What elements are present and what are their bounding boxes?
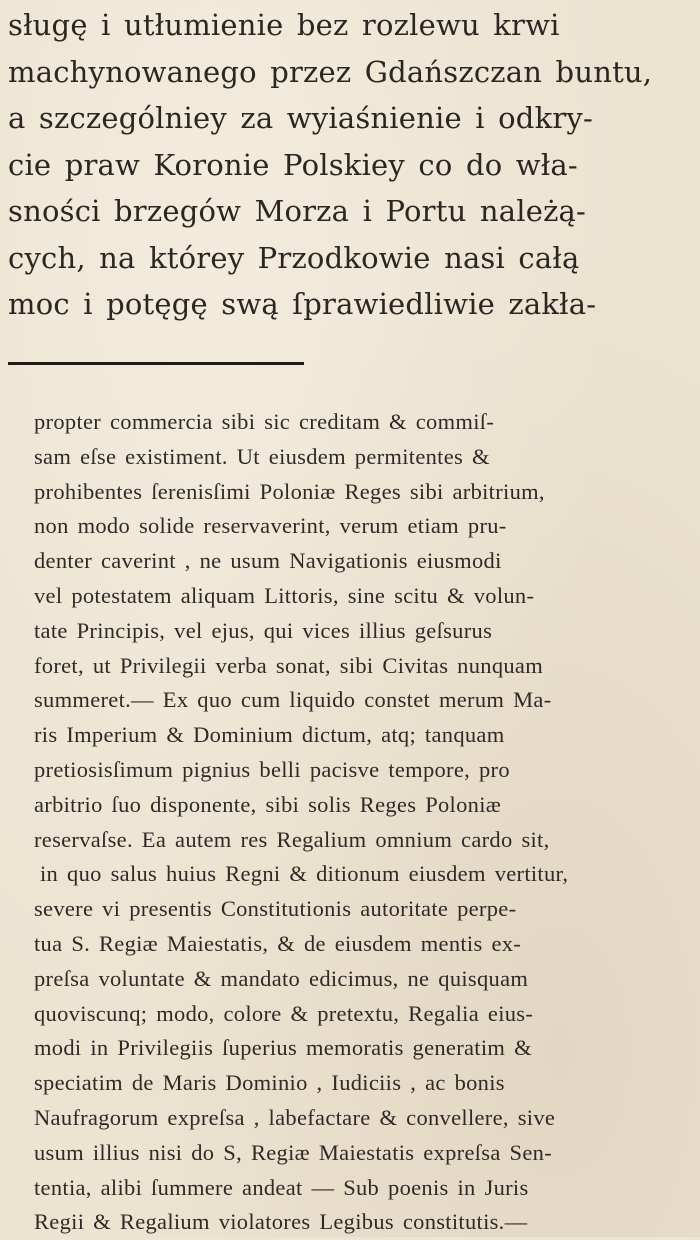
latin-line: reservaſse. Ea autem res Regalium omnium cardo sit,: [34, 826, 550, 852]
latin-line: vel potestatem aliquam Littoris, sine scitu & volun-: [34, 582, 535, 608]
latin-line: in quo salus huius Regni & ditionum eiusdem vertitur,: [40, 861, 569, 887]
polish-line: machynowanego przez Gdańszczan buntu,: [8, 54, 653, 89]
latin-line: prohibentes ſerenisſimi Poloniæ Reges sibi arbitrium,: [34, 478, 545, 504]
latin-line: non modo solide reservaverint, verum etiam pru-: [34, 513, 507, 539]
polish-line: sługę i utłumienie bez rozlewu krwi: [8, 8, 560, 42]
latin-line: pretiosisſimum pignius belli pacisve tempore, pro: [34, 756, 510, 782]
latin-line: speciatim de Maris Dominio , Iudiciis , ac bonis: [34, 1070, 505, 1096]
polish-line: cie praw Koronie Polskiey co do wła-: [8, 147, 578, 182]
latin-line: summeret.— Ex quo cum liquido constet merum Ma-: [34, 687, 552, 713]
latin-line: propter commercia sibi sic creditam & commiſ-: [34, 409, 495, 434]
latin-line: Naufragorum expreſsa , labefactare & convellere, sive: [34, 1104, 556, 1130]
latin-line: arbitrio ſuo disponente, sibi solis Reges Poloniæ: [34, 791, 502, 817]
latin-line: sam eſse existiment. Ut eiusdem permitentes &: [34, 443, 490, 469]
latin-line: quoviscunq; modo, colore & pretextu, Regalia eius-: [34, 1000, 534, 1026]
latin-line: tentia, alibi ſummere andeat — Sub poenis in Juris: [34, 1174, 529, 1200]
latin-line: tate Principis, vel ejus, qui vices illius geſsurus: [34, 617, 493, 643]
footnote-divider: [8, 362, 304, 365]
latin-line: denter caverint , ne usum Navigationis eiusmodi: [34, 548, 502, 574]
polish-line: a szczególniey za wyiaśnienie i odkry-: [8, 101, 593, 135]
polish-text-block: [8, 2, 698, 328]
polish-line: cych, na którey Przodkowie nasi całą: [8, 240, 580, 275]
latin-line: ris Imperium & Dominium dictum, atq; tanquam: [34, 722, 505, 748]
polish-line: moc i potęgę swą ſprawiedliwie zakła-: [8, 287, 597, 321]
latin-line: modi in Privilegiis ſuperius memoratis generatim &: [34, 1035, 532, 1061]
polish-line: sności brzegów Morza i Portu należą-: [8, 194, 587, 228]
latin-footnote-block: [34, 405, 694, 1240]
latin-line: preſsa voluntate & mandato edicimus, ne quisquam: [34, 965, 529, 991]
latin-line: severe vi presentis Constitutionis autoritate perpe-: [34, 896, 517, 922]
latin-line: foret, ut Privilegii verba sonat, sibi Civitas nunquam: [34, 652, 544, 678]
latin-line: usum illius nisi do S, Regiæ Maiestatis expreſsa Sen-: [34, 1139, 553, 1165]
latin-line: Regii & Regalium violatores Legibus constitutis.—: [34, 1209, 528, 1235]
latin-line: tua S. Regiæ Maiestatis, & de eiusdem mentis ex-: [34, 930, 522, 956]
